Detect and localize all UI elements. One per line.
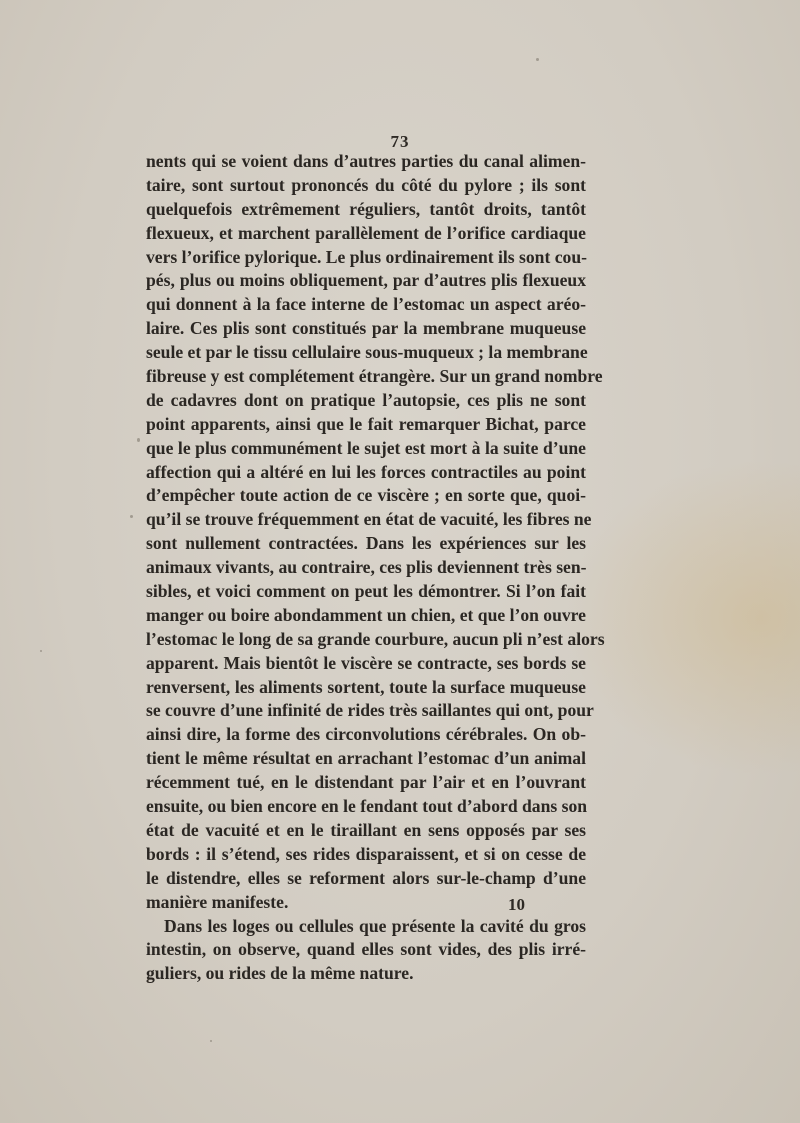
text-line: ensuite, ou bien encore en le fendant tout d’abord dans son	[146, 796, 588, 817]
paper-speck	[536, 58, 539, 61]
text-line: affection qui a altéré en lui les forces contractiles au point	[146, 461, 586, 482]
page-number: 73	[390, 132, 410, 151]
paper-speck	[210, 1040, 212, 1042]
text-line: intestin, on observe, quand elles sont vides, des plis irré-	[146, 939, 586, 960]
text-line: d’empêcher toute action de ce viscère ; en sorte que, quoi-	[146, 485, 586, 506]
text-line: ainsi dire, la forme des circonvolutions cérébrales. On ob-	[146, 724, 586, 745]
body-text	[146, 150, 605, 986]
text-line: apparent. Mais bientôt le viscère se contracte, ses bords se	[146, 652, 586, 673]
text-line: animaux vivants, au contraire, ces plis deviennent très sen-	[146, 557, 587, 578]
text-line: seule et par le tissu cellulaire sous-muqueux ; la membrane	[146, 342, 588, 363]
text-line: qui donnent à la face interne de l’estomac un aspect aréo-	[146, 294, 586, 315]
text-line: état de vacuité et en le tiraillant en sens opposés par ses	[146, 819, 586, 840]
text-line: guliers, ou rides de la même nature.	[146, 963, 414, 984]
text-line: récemment tué, en le distendant par l’air et en l’ouvrant	[146, 772, 586, 793]
paper-speck	[137, 438, 140, 442]
text-line: flexueux, et marchent parallèlement de l’orifice cardiaque	[146, 222, 586, 243]
text-line: tient le même résultat en arrachant l’estomac d’un animal	[146, 748, 586, 769]
text-line: quelquefois extrêmement réguliers, tantôt droits, tantôt	[146, 198, 586, 219]
text-line: que le plus communément le sujet est mort à la suite d’une	[146, 437, 586, 458]
text-line: l’estomac le long de sa grande courbure, aucun pli n’est alors	[146, 628, 605, 649]
text-line: pés, plus ou moins obliquement, par d’autres plis flexueux	[146, 270, 586, 291]
text-line: bords : il s’étend, ses rides disparaissent, et si on cesse de	[146, 843, 586, 864]
text-line: point apparents, ainsi que le fait remarquer Bichat, parce	[146, 413, 586, 434]
text-line: qu’il se trouve fréquemment en état de vacuité, les fibres ne	[146, 509, 592, 530]
paper-speck	[40, 650, 42, 652]
text-line: renversent, les aliments sortent, toute la surface muqueuse	[146, 676, 586, 697]
text-line: taire, sont surtout prononcés du côté du pylore ; ils sont	[146, 174, 586, 195]
text-line: sibles, et voici comment on peut les démontrer. Si l’on fait	[146, 581, 586, 602]
signature-mark: 10	[508, 895, 525, 914]
text-line: vers l’orifice pylorique. Le plus ordinairement ils sont cou-	[146, 246, 587, 267]
text-line: de cadavres dont on pratique l’autopsie, ces plis ne sont	[146, 389, 586, 410]
text-line: se couvre d’une infinité de rides très saillantes qui ont, pour	[146, 700, 594, 721]
text-line: nents qui se voient dans d’autres parties du canal alimen-	[146, 151, 586, 171]
text-line: laire. Ces plis sont constitués par la membrane muqueuse	[146, 318, 586, 339]
text-line: le distendre, elles se reforment alors sur-le-champ d’une	[146, 867, 586, 888]
text-line: manière manifeste.	[146, 891, 289, 912]
paper-speck	[130, 515, 133, 518]
text-line: sont nullement contractées. Dans les expériences sur les	[146, 533, 586, 554]
text-line: manger ou boire abondamment un chien, et que l’on ouvre	[146, 604, 586, 625]
text-line: Dans les loges ou cellules que présente la cavité du gros	[164, 915, 586, 936]
text-line: fibreuse y est complétement étrangère. Sur un grand nombre	[146, 366, 603, 387]
paper-speck	[147, 978, 149, 983]
